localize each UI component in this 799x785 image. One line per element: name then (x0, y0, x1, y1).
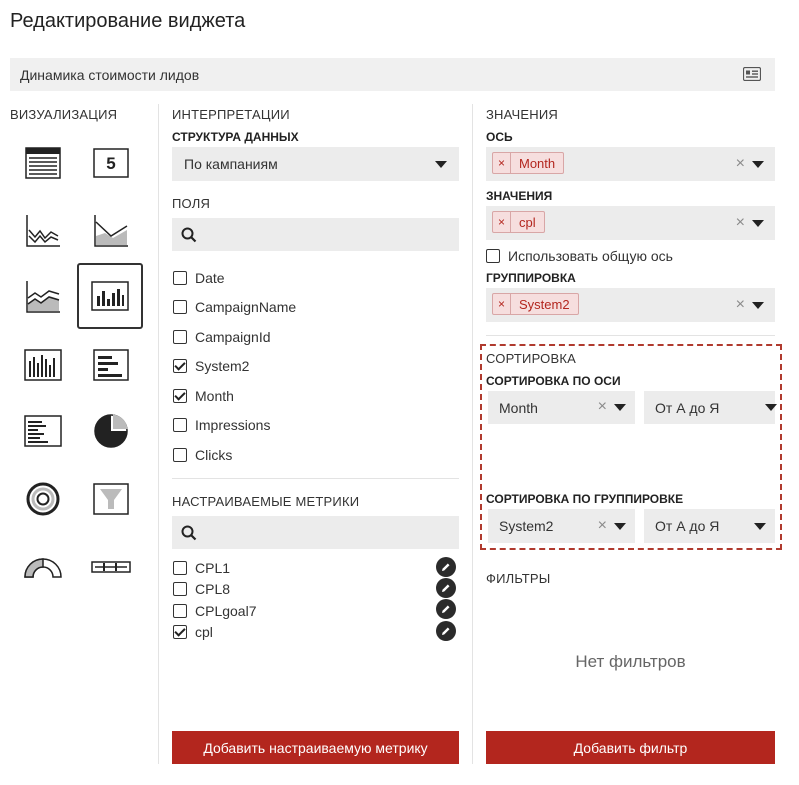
grouping-tag-label: System2 (519, 296, 570, 312)
sort-axis-field-select[interactable] (488, 391, 635, 424)
gauge-icon[interactable] (10, 534, 76, 600)
clear-icon[interactable]: × (597, 517, 607, 534)
add-metric-button[interactable]: Добавить настраиваемую метрику (172, 731, 459, 764)
values-tag-label: cpl (519, 214, 536, 230)
structure-select[interactable] (172, 147, 459, 181)
sort-group-order-value: От А до Я (655, 518, 720, 534)
column-divider-right (472, 104, 473, 764)
pencil-icon (441, 562, 451, 572)
card-icon[interactable] (743, 67, 761, 81)
values-label: ЗНАЧЕНИЯ (486, 189, 553, 203)
metric-checkbox[interactable] (173, 604, 187, 618)
metrics-list (173, 557, 433, 643)
metric-item-cpl1[interactable] (173, 557, 433, 579)
clear-icon[interactable]: × (597, 398, 607, 415)
column-chart-icon[interactable] (10, 332, 76, 398)
common-axis-toggle[interactable] (486, 246, 673, 266)
grouping-label: ГРУППИРОВКА (486, 271, 576, 285)
field-label: Impressions (195, 417, 271, 434)
metrics-search-input[interactable] (172, 516, 459, 549)
axis-select[interactable] (486, 147, 775, 181)
chevron-down-icon[interactable] (752, 302, 764, 309)
field-checkbox[interactable] (173, 300, 187, 314)
field-label: Month (195, 387, 234, 404)
chevron-down-icon[interactable] (765, 404, 777, 411)
column-divider-left (158, 104, 159, 764)
chevron-down-icon[interactable] (754, 523, 766, 530)
edit-metric-button[interactable] (436, 621, 456, 641)
metric-label: cpl (195, 624, 213, 641)
metric-item-cplgoal7[interactable] (173, 600, 433, 622)
donut-chart-icon[interactable] (10, 466, 76, 532)
remove-tag-icon[interactable]: × (493, 294, 511, 314)
pie-chart-icon[interactable] (78, 398, 144, 464)
chevron-down-icon[interactable] (614, 523, 626, 530)
table-icon[interactable] (10, 130, 76, 196)
field-label: System2 (195, 358, 250, 375)
number-icon[interactable] (78, 130, 144, 196)
field-item-campaignname[interactable] (173, 293, 453, 323)
values-heading: ЗНАЧЕНИЯ (486, 107, 558, 122)
sort-group-field-value: System2 (499, 518, 554, 534)
fields-list (173, 263, 453, 470)
clear-icon[interactable]: × (735, 214, 745, 231)
metric-label: CPLgoal7 (195, 602, 257, 619)
field-label: CampaignId (195, 328, 271, 345)
field-item-system2[interactable] (173, 352, 453, 382)
clear-icon[interactable]: × (735, 155, 745, 172)
field-item-clicks[interactable] (173, 440, 453, 470)
grouping-tag (492, 293, 579, 315)
area-chart-icon[interactable] (10, 264, 76, 330)
pencil-icon (441, 626, 451, 636)
fields-label: ПОЛЯ (172, 196, 211, 211)
values-select[interactable] (486, 206, 775, 240)
fields-search-input[interactable] (172, 218, 459, 251)
metric-label: CPL8 (195, 581, 231, 598)
remove-tag-icon[interactable]: × (493, 212, 511, 232)
line-chart-icon[interactable] (10, 198, 76, 264)
search-icon (181, 525, 197, 541)
interpretation-heading: ИНТЕРПРЕТАЦИИ (172, 107, 290, 122)
metric-checkbox[interactable] (173, 582, 187, 596)
chevron-down-icon[interactable] (614, 404, 626, 411)
field-item-month[interactable] (173, 381, 453, 411)
metric-item-cpl8[interactable] (173, 579, 433, 601)
field-checkbox[interactable] (173, 271, 187, 285)
axis-tag-label: Month (519, 155, 556, 171)
widget-name-text: Динамика стоимости лидов (20, 66, 200, 83)
chevron-down-icon (435, 161, 447, 168)
axis-label: ОСЬ (486, 130, 513, 144)
field-label: CampaignName (195, 299, 297, 316)
funnel-icon[interactable] (78, 466, 144, 532)
sort-axis-order-select[interactable] (644, 391, 775, 424)
sorting-heading: СОРТИРОВКА (486, 351, 576, 366)
field-checkbox[interactable] (173, 359, 187, 373)
values-tag (492, 211, 545, 233)
field-item-date[interactable] (173, 263, 453, 293)
common-axis-checkbox[interactable] (486, 249, 500, 263)
field-checkbox[interactable] (173, 418, 187, 432)
structure-label: СТРУКТУРА ДАННЫХ (172, 130, 299, 144)
widget-name-field[interactable] (10, 58, 775, 91)
filters-heading: ФИЛЬТРЫ (486, 571, 551, 586)
metric-item-cpl[interactable] (173, 622, 433, 644)
sort-axis-field-value: Month (499, 399, 538, 416)
sort-axis-order-value: От А до Я (655, 399, 720, 416)
area-stacked-icon[interactable] (78, 198, 144, 264)
page-title: Редактирование виджета (10, 10, 246, 32)
divider (172, 478, 459, 479)
field-label: Clicks (195, 446, 233, 463)
common-axis-label: Использовать общую ось (508, 248, 673, 264)
divider (486, 335, 775, 336)
grouping-select[interactable] (486, 288, 775, 322)
sort-by-axis-label: СОРТИРОВКА ПО ОСИ (486, 374, 621, 388)
metric-checkbox[interactable] (173, 561, 187, 575)
sort-group-field-select[interactable] (488, 509, 635, 543)
pencil-icon (441, 583, 451, 593)
field-label: Date (195, 269, 225, 286)
field-checkbox[interactable] (173, 448, 187, 462)
pencil-icon (441, 604, 451, 614)
field-checkbox[interactable] (173, 330, 187, 344)
chevron-down-icon[interactable] (752, 220, 764, 227)
sort-group-order-select[interactable] (644, 509, 775, 543)
structure-select-value: По кампаниям (184, 156, 278, 172)
metric-label: CPL1 (195, 559, 231, 576)
search-icon (181, 227, 197, 243)
field-item-campaignid[interactable] (173, 322, 453, 352)
chevron-down-icon[interactable] (752, 161, 764, 168)
clear-icon[interactable]: × (735, 296, 745, 313)
slider-icon[interactable] (78, 534, 144, 600)
field-item-impressions[interactable] (173, 411, 453, 441)
visualization-heading: ВИЗУАЛИЗАЦИЯ (10, 107, 118, 122)
bar-chart-icon[interactable] (77, 263, 143, 329)
edit-metric-button[interactable] (436, 557, 456, 577)
list-bar-icon[interactable] (10, 398, 76, 464)
sort-by-group-label: СОРТИРОВКА ПО ГРУППИРОВКЕ (486, 492, 684, 506)
bar-horizontal-icon[interactable] (78, 332, 144, 398)
no-filters-text: Нет фильтров (575, 652, 686, 671)
edit-metric-button[interactable] (436, 599, 456, 619)
remove-tag-icon[interactable]: × (493, 153, 511, 173)
number-icon-label: 5 (106, 154, 116, 173)
axis-tag (492, 152, 564, 174)
metric-checkbox[interactable] (173, 625, 187, 639)
custom-metrics-label: НАСТРАИВАЕМЫЕ МЕТРИКИ (172, 494, 360, 509)
edit-metric-button[interactable] (436, 578, 456, 598)
add-filter-button[interactable]: Добавить фильтр (486, 731, 775, 764)
field-checkbox[interactable] (173, 389, 187, 403)
